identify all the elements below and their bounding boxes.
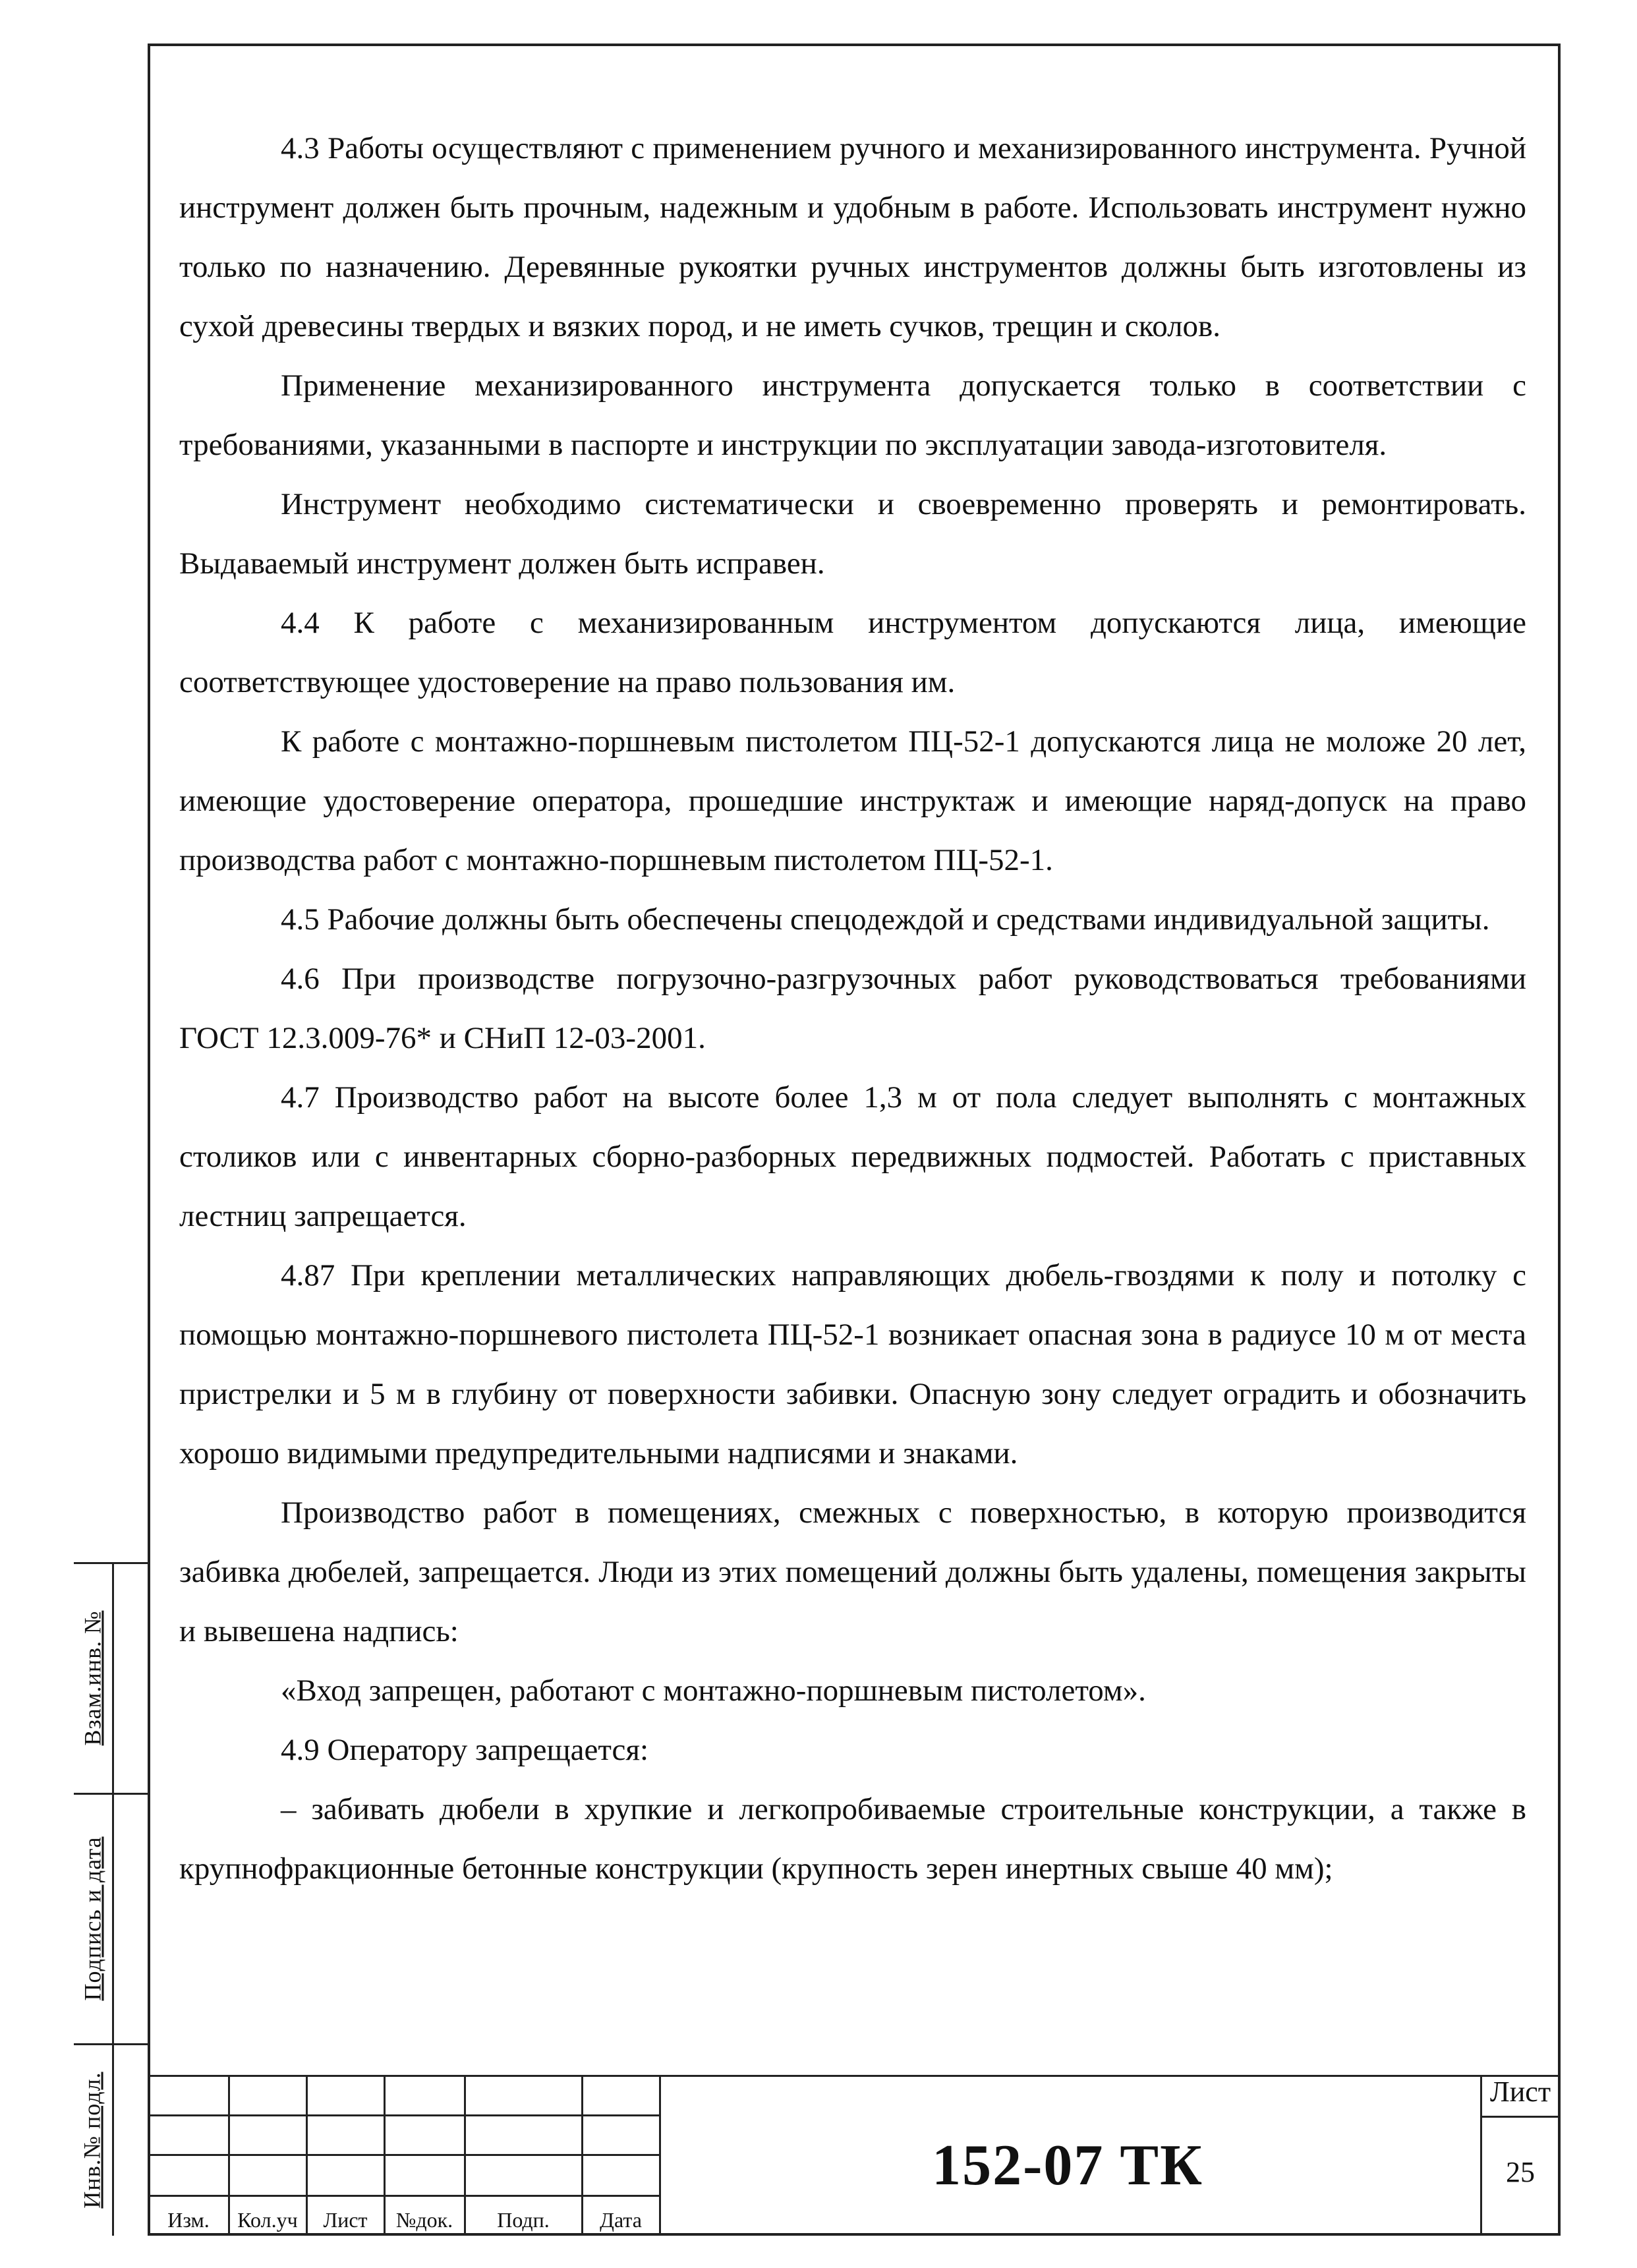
document-code: 152-07 ТК	[932, 2134, 1203, 2197]
paragraph-4-7: 4.7 Производство работ на высоте более 1,3 м от пола следует выполнять с монтажных столиков или с инвентарных сборно-разборных передвижных подмостей. Работать с приставных лестниц запрещается.	[179, 1080, 1526, 1233]
title-block-cap-kol-uch: Кол.уч	[237, 2208, 298, 2232]
title-block-cap-ndok: №док.	[395, 2208, 453, 2232]
margin-stamp-vzam-inv: Взам.инв. №	[79, 1610, 105, 1746]
paragraph-4-6: 4.6 При производстве погрузочно-разгрузочных работ руководствоваться требованиями ГОСТ 12.3.009-76* и СНиП 12-03-2001.	[179, 962, 1526, 1055]
paragraph-4-3: 4.3 Работы осуществляют с применением ручного и механизированного инструмента. Ручной инструмент должен быть прочным, надежным и удобным в работе. Использовать инструмент нужно только по назначению. Деревянные рукоятки ручных инструментов должны быть изготовлены из сухой древесины твердых и вязких пород, и не иметь сучков, трещин и сколов.	[179, 131, 1526, 343]
margin-stamp-inv-podl: Инв.№ подл.	[79, 2072, 105, 2209]
title-block-cap-izm: Изм.	[167, 2208, 210, 2232]
list-item-dowels: – забивать дюбели в хрупкие и легкопробиваемые строительные конструкции, а также в крупнофракционные бетонные конструкции (крупность зерен инертных свыше 40 мм);	[179, 1792, 1526, 1886]
document-body	[179, 119, 1526, 1898]
paragraph-adjacent-rooms: Производство работ в помещениях, смежных с поверхностью, в которую производится забивка дюбелей, запрещается. Люди из этих помещений должны быть удалены, помещения закрыты и вывешена надпись:	[179, 1496, 1526, 1648]
paragraph-pistol-admission: К работе с монтажно-поршневым пистолетом ПЦ-52-1 допускаются лица не моложе 20 лет, имеющие удостоверение оператора, прошедшие инструктаж и имеющие наряд-допуск на право производства работ с монтажно-поршневым пистолетом ПЦ-52-1.	[179, 724, 1526, 877]
title-block-top-border	[148, 2075, 1561, 2077]
paragraph-tool-check: Инструмент необходимо систематически и своевременно проверять и ремонтировать. Выдаваемый инструмент должен быть исправен.	[179, 487, 1526, 581]
paragraph-mechanized-tools: Применение механизированного инструмента допускается только в соответствии с требованиями, указанными в паспорте и инструкции по эксплуатации завода-изготовителя.	[179, 368, 1526, 462]
paragraph-4-9: 4.9 Оператору запрещается:	[281, 1733, 649, 1767]
paragraph-4-4: 4.4 К работе с механизированным инструментом допускаются лица, имеющие соответствующее удостоверение на право пользования им.	[179, 606, 1526, 699]
paragraph-4-87: 4.87 При креплении металлических направляющих дюбель-гвоздями к полу и потолку с помощью монтажно-поршневого пистолета ПЦ-52-1 возникает опасная зона в радиусе 10 м от места пристрелки и 5 м в глубину от поверхности забивки. Опасную зону следует оградить и обозначить хорошо видимыми предупредительными надписями и знаками.	[179, 1258, 1526, 1470]
sheet-label: Лист	[1489, 2076, 1551, 2108]
margin-stamp-inner-line	[112, 1562, 114, 2236]
margin-stamp-signature-date: Подпись и дата	[79, 1836, 106, 2001]
title-block-cap-podp: Подп.	[497, 2208, 550, 2232]
paragraph-warning-sign: «Вход запрещен, работают с монтажно-поршневым пистолетом».	[281, 1673, 1146, 1708]
sheet-number: 25	[1506, 2156, 1535, 2188]
paragraph-4-5: 4.5 Рабочие должны быть обеспечены спецодеждой и средствами индивидуальной защиты.	[281, 902, 1490, 937]
sheet-box-divider	[1480, 2116, 1561, 2118]
title-block-cap-data: Дата	[600, 2208, 642, 2232]
title-block-cap-list: Лист	[323, 2208, 368, 2232]
